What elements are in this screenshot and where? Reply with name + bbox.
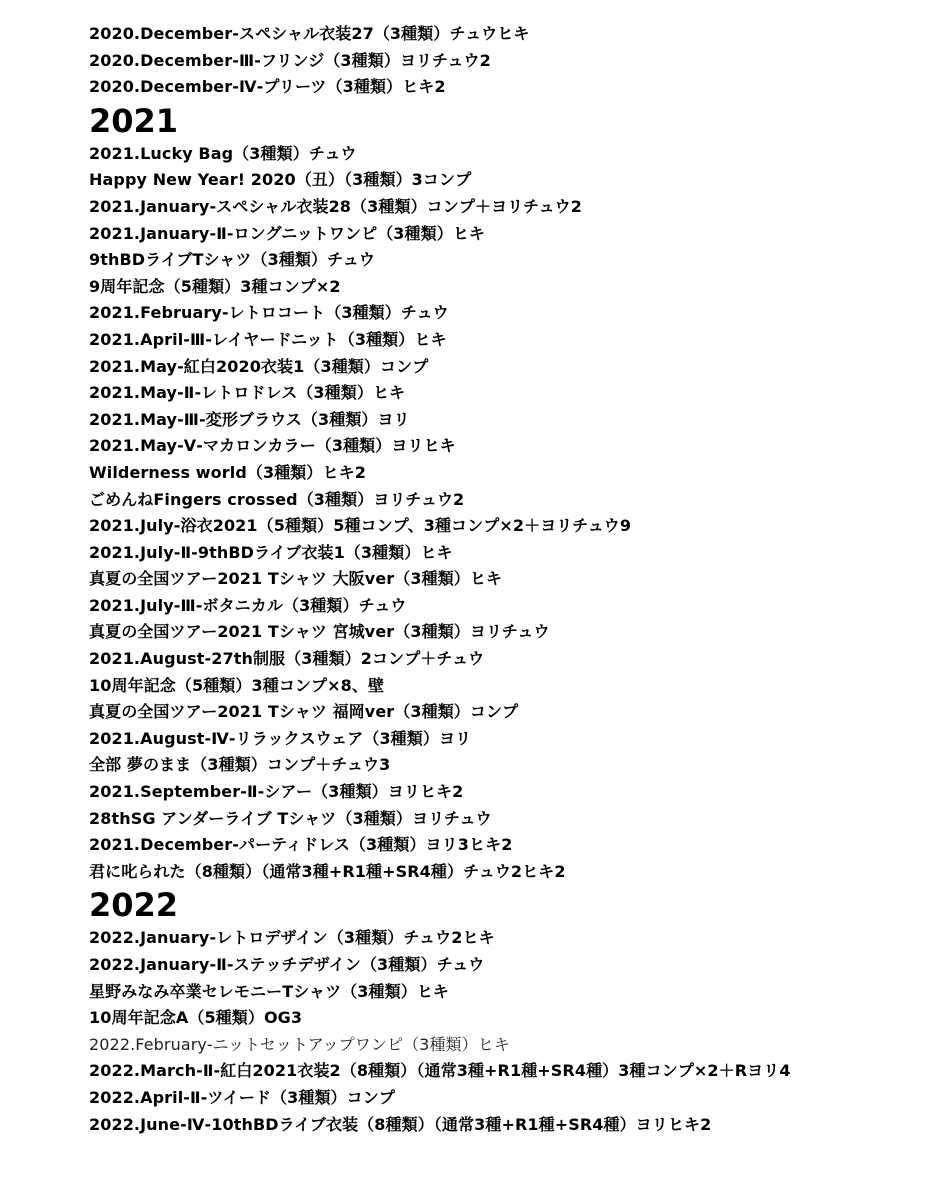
list-item: 2022.March-Ⅱ-紅白2021衣装2（8種類）（通常3種+R1種+SR4種）3種コンプ×2＋Rヨリ4	[89, 1061, 791, 1081]
list-item: 真夏の全国ツアー2021 Tシャツ 福岡ver（3種類）コンプ	[89, 702, 519, 722]
year-heading-2021: 2021	[89, 101, 179, 140]
list-item: ごめんねFingers crossed（3種類）ヨリチュウ2	[89, 489, 465, 509]
list-item: 2021.February-レトロコート（3種類）チュウ	[89, 303, 449, 323]
list-item: 28thSG アンダーライブ Tシャツ（3種類）ヨリチュウ	[89, 808, 492, 828]
list-item: Wilderness world（3種類）ヒキ2	[89, 462, 366, 482]
list-item: 2021.July-Ⅲ-ボタニカル（3種類）チュウ	[89, 595, 407, 615]
list-item: 真夏の全国ツアー2021 Tシャツ 大阪ver（3種類）ヒキ	[89, 569, 503, 589]
list-item: 2021.April-Ⅲ-レイヤードニット（3種類）ヒキ	[89, 329, 447, 349]
list-item: 2022.January-Ⅱ-ステッチデザイン（3種類）チュウ	[89, 955, 485, 974]
list-item: 2021.July-浴衣2021（5種類）5種コンプ、3種コンプ×2＋ヨリチュウ9	[89, 516, 632, 536]
list-item: 2021.May-Ⅲ-変形ブラウス（3種類）ヨリ	[89, 409, 410, 429]
list-item: 2022.April-Ⅱ-ツイード（3種類）コンプ	[89, 1087, 395, 1107]
list-item: 君に叱られた（8種類）（通常3種+R1種+SR4種）チュウ2ヒキ2	[89, 861, 566, 881]
list-item: 2021.May-紅白2020衣装1（3種類）コンプ	[89, 356, 429, 376]
document-body	[89, 21, 859, 1138]
list-item: 2021.July-Ⅱ-9thBDライブ衣装1（3種類）ヒキ	[89, 542, 453, 562]
list-item: 2021.December-パーティドレス（3種類）ヨリ3ヒキ2	[89, 835, 513, 855]
list-item: 2022.June-Ⅳ-10thBDライブ衣装（8種類）（通常3種+R1種+SR4種）ヨリヒキ2	[89, 1114, 712, 1134]
list-item: 2021.May-Ⅴ-マカロンカラー（3種類）ヨリヒキ	[89, 436, 456, 456]
list-item: 2021.January-Ⅱ-ロングニットワンピ（3種類）ヒキ	[89, 223, 486, 243]
list-item: 2021.August-Ⅳ-リラックスウェア（3種類）ヨリ	[89, 728, 472, 748]
list-item: 9周年記念（5種類）3種コンプ×2	[89, 276, 341, 296]
list-item: 2021.May-Ⅱ-レトロドレス（3種類）ヒキ	[89, 383, 406, 403]
list-item: Happy New Year! 2020（丑）（3種類）3コンプ	[89, 170, 472, 190]
list-item: 2020.December-Ⅲ-フリンジ（3種類）ヨリチュウ2	[89, 50, 491, 70]
list-item: 2021.Lucky Bag（3種類）チュウ	[89, 143, 357, 163]
list-item: 2022.January-レトロデザイン（3種類）チュウ2ヒキ	[89, 928, 495, 948]
list-item: 真夏の全国ツアー2021 Tシャツ 宮城ver（3種類）ヨリチュウ	[89, 622, 550, 642]
list-item: 2021.January-スペシャル衣装28（3種類）コンプ＋ヨリチュウ2	[89, 196, 583, 216]
list-item: 2021.August-27th制服（3種類）2コンプ＋チュウ	[89, 649, 485, 669]
year-heading-2022: 2022	[89, 886, 179, 925]
list-item: 2022.February-ニットセットアップワンピ（3種類）ヒキ	[89, 1034, 510, 1054]
list-item: 2020.December-Ⅳ-プリーツ（3種類）ヒキ2	[89, 77, 446, 97]
list-item: 2020.December-スペシャル衣装27（3種類）チュウヒキ	[89, 24, 530, 43]
list-item: 2021.September-Ⅱ-シアー（3種類）ヨリヒキ2	[89, 782, 464, 802]
list-item: 星野みなみ卒業セレモニーTシャツ（3種類）ヒキ	[89, 981, 450, 1001]
list-item: 10周年記念（5種類）3種コンプ×8、壁	[89, 675, 385, 695]
list-item: 全部 夢のまま（3種類）コンプ＋チュウ3	[89, 755, 391, 775]
list-item: 9thBDライブTシャツ（3種類）チュウ	[89, 250, 375, 270]
list-item: 10周年記念A（5種類）OG3	[89, 1008, 303, 1028]
